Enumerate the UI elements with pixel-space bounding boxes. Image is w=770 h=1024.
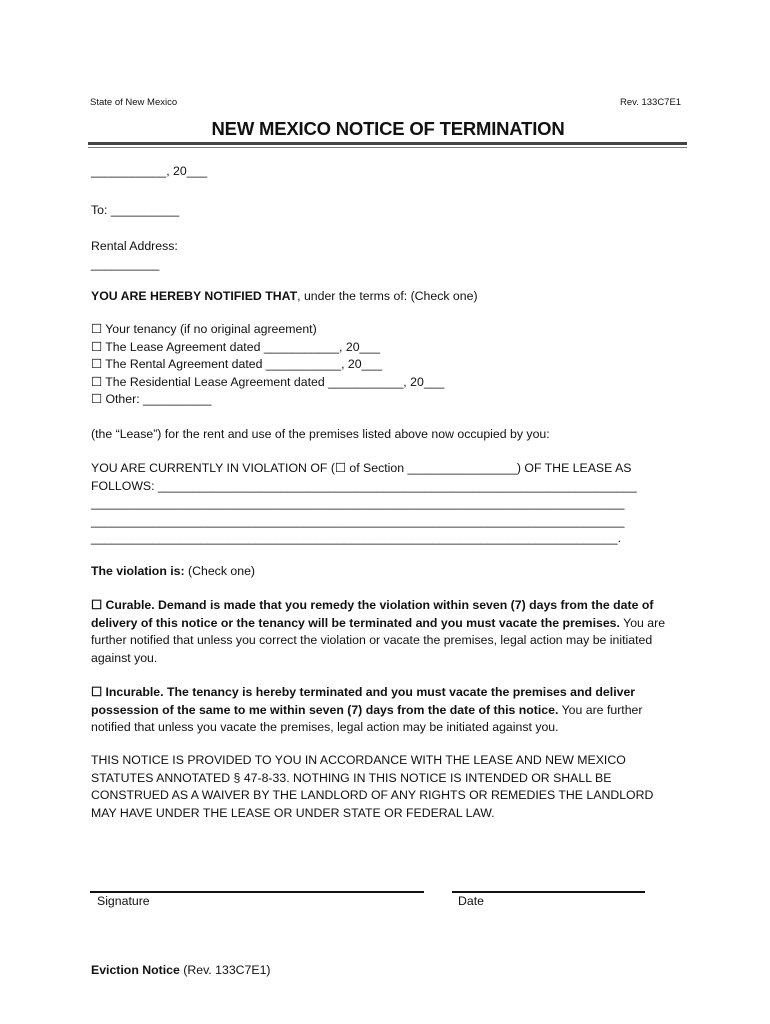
violation-line: FOLLOWS: ______________________________________________________________________ [91, 478, 637, 493]
violation-section [91, 460, 637, 548]
curable-bold[interactable]: ☐ Curable. Demand is made that you remedy the violation within seven (7) days from the date of delivery of this notice or the tenancy will be terminated and you must vacate the premises. [91, 598, 654, 630]
checkbox-option[interactable]: ☐ The Lease Agreement dated ___________, 20___ [91, 339, 381, 354]
notified-line [91, 288, 478, 306]
curable-rest: You are further notified that unless you correct the violation or vacate the premises, legal action may be initiated against you. [91, 615, 666, 665]
statute-notice: THIS NOTICE IS PROVIDED TO YOU IN ACCORDANCE WITH THE LEASE AND NEW MEXICO STATUTES ANNOTATED § 47-8-33. NOTHING IN THIS NOTICE IS INTENDED OR SHALL BE CONSTRUED AS A WAIVER BY THE LANDLORD OF ANY RIGHTS OR REMEDIES THE LANDLORD MAY HAVE UNDER THE LEASE OR UNDER STATE OR FEDERAL LAW. [91, 753, 654, 820]
checkbox-option[interactable]: ☐ Your tenancy (if no original agreement) [91, 322, 317, 336]
violation-is-rest: (Check one) [184, 564, 256, 578]
incurable-paragraph [91, 684, 681, 737]
checkbox-options [91, 321, 444, 409]
document-title: NEW MEXICO NOTICE OF TERMINATION [211, 118, 565, 139]
notified-bold: YOU ARE HEREBY NOTIFIED THAT [91, 289, 298, 303]
checkbox-option[interactable]: ☐ Other: __________ [91, 392, 212, 406]
lease-line: (the “Lease”) for the rent and use of the premises listed above now occupied by you: [91, 427, 550, 441]
curable-paragraph [91, 597, 681, 667]
title-rule-thin [88, 147, 687, 148]
date-line: ___________, 20___ [91, 164, 208, 178]
title-rule-thick [88, 142, 687, 145]
footer-rest: (Rev. 133C7E1) [179, 963, 271, 977]
rental-address-label: Rental Address: [91, 239, 178, 253]
violation-line: ______________________________________________________________________________ [91, 513, 625, 528]
violation-is-line [91, 563, 255, 581]
footer [91, 962, 271, 980]
checkbox-option[interactable]: ☐ The Residential Lease Agreement dated ___________, 20___ [91, 374, 445, 389]
violation-line: YOU ARE CURRENTLY IN VIOLATION OF (☐ of Section ________________) OF THE LEASE AS [91, 461, 632, 475]
rental-address-blank: __________ [91, 257, 160, 271]
checkbox-option[interactable]: ☐ The Rental Agreement dated ___________, 20___ [91, 357, 383, 371]
state-label: State of New Mexico [90, 97, 178, 108]
violation-line: ______________________________________________________________________________ [91, 496, 625, 510]
revision-label: Rev. 133C7E1 [620, 97, 682, 108]
incurable-rest: You are further notified that unless you vacate the premises, legal action may be initiated against you. [91, 702, 643, 734]
date-label: Date [458, 894, 484, 908]
to-line: To: __________ [91, 203, 180, 217]
incurable-bold[interactable]: ☐ Incurable. The tenancy is hereby terminated and you must vacate the premises and deliver possession of the same to me within seven (7) days from the date of this notice. [91, 685, 636, 717]
notified-rest: , under the terms of: (Check one) [297, 289, 478, 303]
violation-is-bold: The violation is: [91, 564, 185, 578]
violation-line: _____________________________________________________________________________. [91, 531, 622, 545]
footer-bold: Eviction Notice [91, 963, 180, 977]
signature-label: Signature [97, 894, 150, 908]
